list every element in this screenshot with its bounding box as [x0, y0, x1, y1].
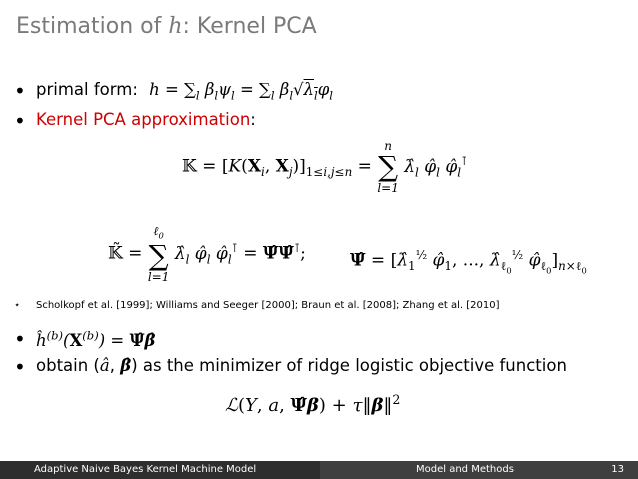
primal-form-equation: $h = \sum_l$ $\beta_l\psi_l = \sum_l$ $\beta_l√\lambda_l\varphi_l$ [149, 80, 333, 103]
star-icon: ⋆ [14, 300, 21, 311]
bullet-dot-icon: • [14, 355, 26, 379]
primal-form-label: primal form: [36, 80, 138, 99]
slide-title: Estimation of h: Kernel PCA [16, 14, 317, 39]
bullet-dot-icon: • [14, 327, 26, 351]
objective-equation: ℒ(Y, a, Ψ̂β) + τ‖β‖$^2$ [225, 392, 401, 416]
footer-presentation-title: Adaptive Naive Bayes Kernel Machine Model [34, 464, 257, 475]
kernel-matrix-equation: 𝕂 = [$K(X_i$, $X_j)]_{1\le i,j\le n}$ = n ∑ l=1 $\lambdâ_l$ $\varphî_l$ $\varphî_l^⊺$ [182, 139, 468, 195]
bullet-dot-icon: • [14, 109, 26, 133]
psi-definition-equation: Ψ̂ = [$\lambdâ_1^{\frac{1}{2}}$ $\varphî_1$, ..., $\lambdâ_{\ell_0}^{\frac{1}{2}}$ $\varphî_{\ell_0}]_{n\times\ell_0}$ [350, 248, 587, 276]
bullet-kernel-pca: • Kernel PCA approximation: [14, 109, 256, 133]
citations-text: Scholkopf et al. [1999]; Williams and Seeger [2000]; Braun et al. [2008]; Zhang et al. [2010] [36, 300, 500, 311]
citations [14, 300, 500, 311]
footer-right [320, 461, 638, 479]
footer-page-number: 13 [611, 464, 624, 475]
bullet-obtain [14, 355, 567, 379]
footer-left [0, 461, 320, 479]
approx-matrix-equation: 𝕂̃ = ℓ$_0$ ∑ l=1 $\lambdâ_l$ $\varphî_l$ $\varphî_l^⊺$ = Ψ̂Ψ̂⊺; [108, 224, 306, 285]
bullet-h-b [14, 327, 156, 351]
bullet-primal-form [14, 79, 333, 103]
footer-section: Model and Methods [416, 464, 514, 475]
footer-bar [0, 461, 638, 479]
bullet-dot-icon: • [14, 79, 26, 103]
obtain-text: obtain (â, β̂) as the minimizer of ridge logistic objective function [36, 356, 567, 375]
h-b-equation: $ĥ^{(b)}(X^{(b)})$ = Ψ̂β̂ [36, 328, 156, 350]
kernel-pca-label: Kernel PCA approximation [36, 110, 251, 129]
